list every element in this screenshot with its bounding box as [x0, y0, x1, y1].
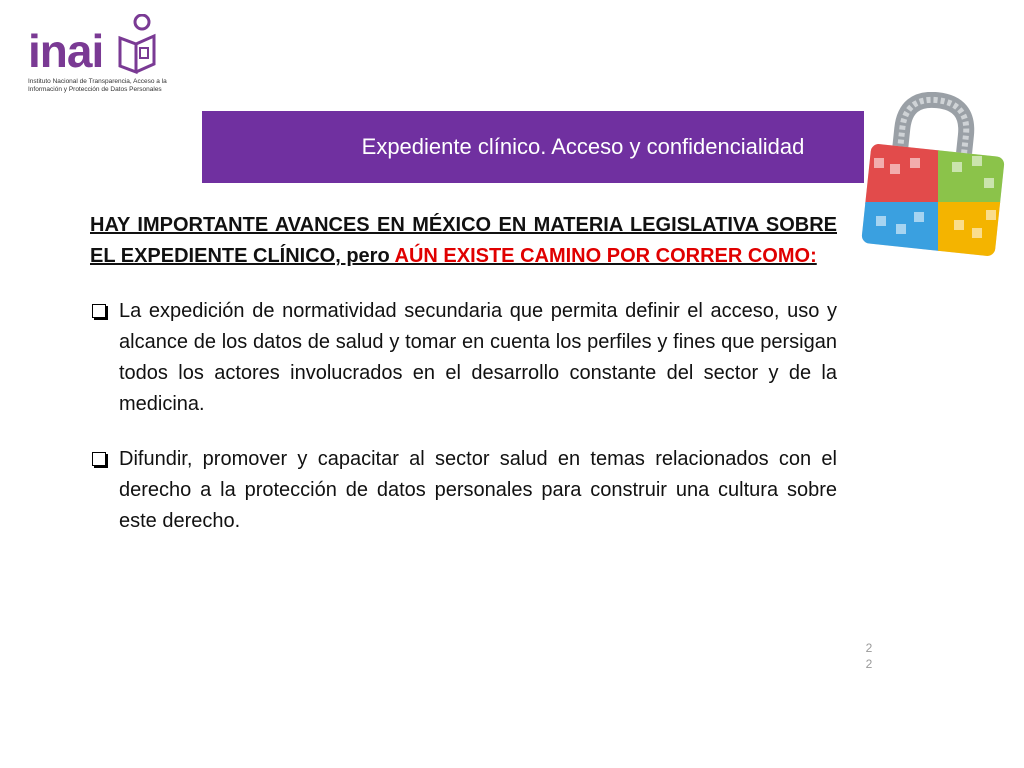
- bullet-item: [90, 296, 837, 420]
- slide-body: [90, 210, 837, 561]
- padlock-icon: [860, 92, 1010, 257]
- inai-emblem-icon: [114, 14, 158, 76]
- bullet-text: Difundir, promover y capacitar al sector salud en temas relacionados con el derecho a la protección de datos personales para construir una cultura sobre este derecho.: [119, 448, 837, 532]
- checkbox-bullet-icon: [92, 452, 106, 466]
- intro-paragraph: [90, 210, 837, 272]
- bullet-text: La expedición de normatividad secundaria que permita definir el acceso, uso y alcance de los datos de salud y tomar en cuenta los perfiles y fines que persigan todos los actores involucrados en el desarrollo constante del sector y de la medicina.: [119, 300, 837, 415]
- page-number: 22: [865, 641, 873, 671]
- logo-wordmark: inai: [28, 25, 104, 77]
- intro-text: HAY IMPORTANTE AVANCES EN MÉXICO EN MATERIA LEGISLATIVA SOBRE EL EXPEDIENTE CLÍNICO, pero: [90, 214, 837, 267]
- intro-highlight: AÚN EXISTE CAMINO POR CORRER COMO:: [394, 245, 817, 267]
- logo-subtitle: Instituto Nacional de Transparencia, Acceso a la Información y Protección de Datos Personales: [28, 78, 167, 93]
- inai-logo: [24, 14, 184, 98]
- checkbox-bullet-icon: [92, 304, 106, 318]
- bullet-item: [90, 444, 837, 537]
- slide-title: Expediente clínico. Acceso y confidencialidad: [202, 111, 864, 183]
